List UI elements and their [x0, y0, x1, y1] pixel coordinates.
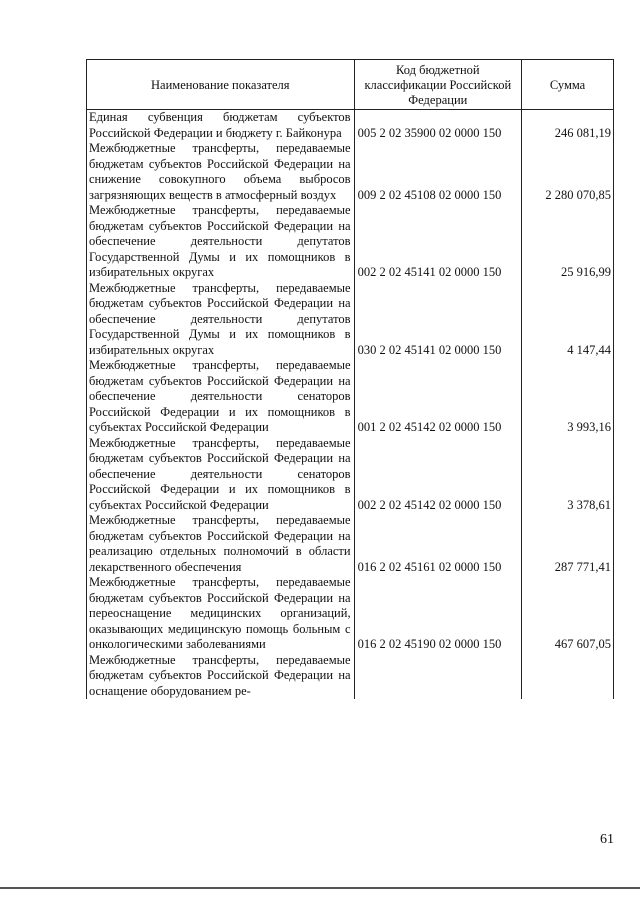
row-code: 030 2 02 45141 02 0000 150 [354, 281, 521, 359]
header-code: Код бюджетной классификации Российской Федерации [354, 60, 521, 110]
row-sum: 467 607,05 [522, 575, 614, 653]
row-code: 002 2 02 45141 02 0000 150 [354, 203, 521, 281]
row-sum: 25 916,99 [522, 203, 614, 281]
row-sum: 4 147,44 [522, 281, 614, 359]
row-sum [522, 653, 614, 700]
scan-edge-line [0, 887, 640, 889]
row-name: Межбюджетные трансферты, передаваемые бюджетам субъектов Российской Федерации на переоснащение медицинских организаций, оказывающих медицинскую помощь больным с онкологическими заболеваниями [87, 575, 355, 653]
page-number: 61 [600, 832, 614, 847]
header-sum: Сумма [522, 60, 614, 110]
row-name: Межбюджетные трансферты, передаваемые бюджетам субъектов Российской Федерации на обеспечение деятельности депутатов Государственной Думы и их помощников в избирательных округах [87, 281, 355, 359]
header-name: Наименование показателя [87, 60, 355, 110]
row-code: 009 2 02 45108 02 0000 150 [354, 141, 521, 203]
row-name: Единая субвенция бюджетам субъектов Российской Федерации и бюджету г. Байконура [87, 110, 355, 142]
row-name: Межбюджетные трансферты, передаваемые бюджетам субъектов Российской Федерации на реализацию отдельных полномочий в области лекарственного обеспечения [87, 513, 355, 575]
row-name: Межбюджетные трансферты, передаваемые бюджетам субъектов Российской Федерации на снижение совокупного объема выбросов загрязняющих веществ в атмосферный воздух [87, 141, 355, 203]
row-sum: 2 280 070,85 [522, 141, 614, 203]
row-code: 001 2 02 45142 02 0000 150 [354, 358, 521, 436]
table-body [87, 110, 614, 700]
row-name: Межбюджетные трансферты, передаваемые бюджетам субъектов Российской Федерации на обеспечение деятельности депутатов Государственной Думы и их помощников в избирательных округах [87, 203, 355, 281]
row-code: 005 2 02 35900 02 0000 150 [354, 110, 521, 142]
table-row [87, 436, 614, 514]
table-row [87, 110, 614, 142]
table-row [87, 513, 614, 575]
table-row [87, 575, 614, 653]
row-code: 016 2 02 45161 02 0000 150 [354, 513, 521, 575]
row-code: 002 2 02 45142 02 0000 150 [354, 436, 521, 514]
row-sum: 3 993,16 [522, 358, 614, 436]
table-row [87, 358, 614, 436]
table-row [87, 141, 614, 203]
row-code: 016 2 02 45190 02 0000 150 [354, 575, 521, 653]
row-name: Межбюджетные трансферты, передаваемые бюджетам субъектов Российской Федерации на обеспечение деятельности сенаторов Российской Федерации и их помощников в субъектах Российской Федерации [87, 358, 355, 436]
table-row [87, 281, 614, 359]
row-sum: 287 771,41 [522, 513, 614, 575]
row-code [354, 653, 521, 700]
row-sum: 3 378,61 [522, 436, 614, 514]
row-name: Межбюджетные трансферты, передаваемые бюджетам субъектов Российской Федерации на оснащение оборудованием ре- [87, 653, 355, 700]
row-name: Межбюджетные трансферты, передаваемые бюджетам субъектов Российской Федерации на обеспечение деятельности сенаторов Российской Федерации и их помощников в субъектах Российской Федерации [87, 436, 355, 514]
table-header [87, 60, 614, 110]
table-row [87, 203, 614, 281]
row-sum: 246 081,19 [522, 110, 614, 142]
budget-table [86, 59, 614, 699]
table-row [87, 653, 614, 700]
